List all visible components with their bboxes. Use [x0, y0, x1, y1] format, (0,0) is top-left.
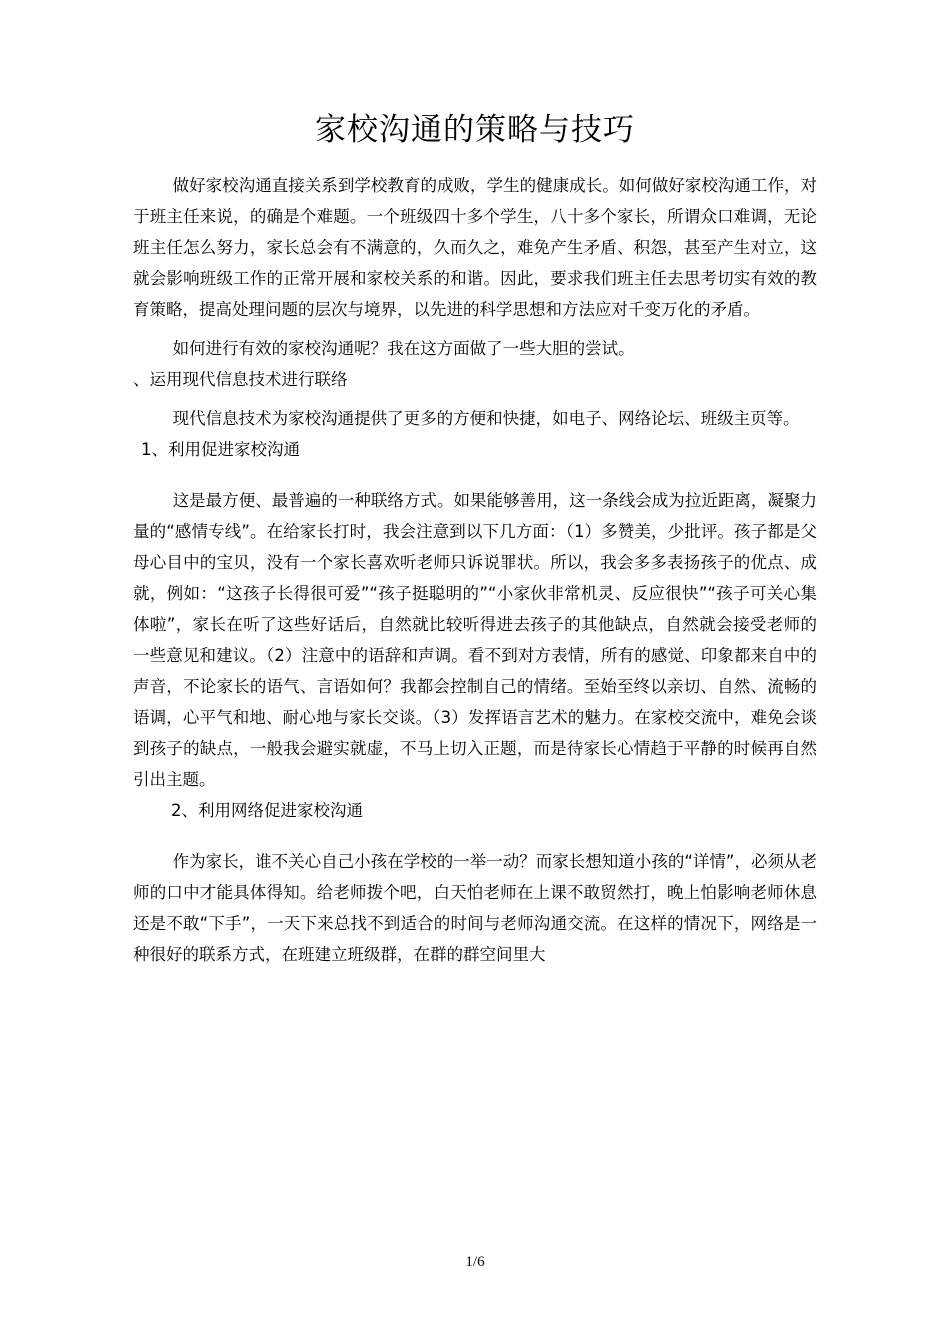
subsection-heading-1: 1、利用促进家校沟通	[141, 440, 300, 459]
document-body	[133, 170, 817, 970]
subsection-paragraph-1: 这是最方便、最普遍的一种联络方式。如果能够善用，这一条线会成为拉近距离，凝聚力量的“感情专线”。在给家长打时，我会注意到以下几方面：（1）多赞美，少批评。孩子都是父母心目中的宝贝，没有一个家长喜欢听老师只诉说罪状。所以，我会多多表扬孩子的优点、成就，例如：“这孩子长得很可爱”“孩子挺聪明的”“小家伙非常机灵、反应很快”“孩子可关心集体啦”，家长在听了这些好话后，自然就比较听得进去孩子的其他缺点，自然就会接受老师的一些意见和建议。（2）注意中的语辞和声调。看不到对方表情，所有的感觉、印象都来自中的声音，不论家长的语气、言语如何？我都会控制自己的情绪。至始至终以亲切、自然、流畅的语调，心平气和地、耐心地与家长交谈。（3）发挥语言艺术的魅力。在家校交流中，难免会谈到孩子的缺点，一般我会避实就虚，不马上切入正题，而是待家长心情趋于平静的时候再自然引出主题。	[133, 491, 817, 789]
document-title: 家校沟通的策略与技巧	[315, 112, 635, 148]
question-paragraph: 如何进行有效的家校沟通呢？我在这方面做了一些大胆的尝试。	[172, 339, 635, 358]
intro-paragraph: 做好家校沟通直接关系到学校教育的成败，学生的健康成长。如何做好家校沟通工作，对于班主任来说，的确是个难题。一个班级四十多个学生，八十多个家长，所谓众口难调，无论班主任怎么努力，家长总会有不满意的，久而久之，难免产生矛盾、积怨，甚至产生对立，这就会影响班级工作的正常开展和家校关系的和谐。因此，要求我们班主任去思考切实有效的教育策略，提高处理问题的层次与境界，以先进的科学思想和方法应对千变万化的矛盾。	[133, 176, 817, 319]
section-paragraph: 现代信息技术为家校沟通提供了更多的方便和快捷，如电子、网络论坛、班级主页等。	[172, 409, 800, 428]
page-number: 1/6	[465, 1254, 485, 1270]
subsection-heading-2: 2、利用网络促进家校沟通	[171, 801, 363, 820]
section-heading: 、运用现代信息技术进行联络	[133, 370, 348, 389]
subsection-paragraph-2: 作为家长，谁不关心自己小孩在学校的一举一动？而家长想知道小孩的“详情”，必须从老师的口中才能具体得知。给老师拨个吧，白天怕老师在上课不敢贸然打，晚上怕影响老师休息还是不敢“下手”，一天下来总找不到适合的时间与老师沟通交流。在这样的情况下，网络是一种很好的联系方式，在班建立班级群，在群的群空间里大	[133, 852, 817, 964]
